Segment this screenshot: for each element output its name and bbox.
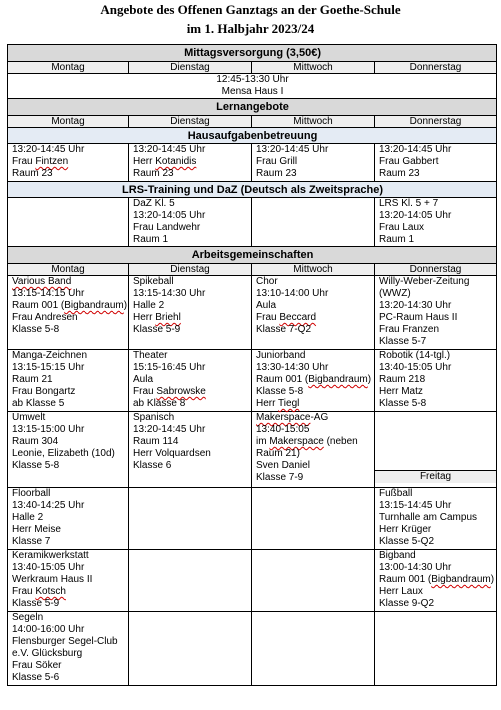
room-suffix: ) (123, 300, 128, 311)
class-text: Klasse 7-9 (256, 472, 304, 483)
class-text: ab Klasse 8 (133, 398, 186, 409)
mittag-cell (8, 74, 497, 99)
ag-fussball (375, 488, 497, 550)
empty-cell (252, 612, 375, 686)
ag-name: Willy-Weber-Zeitung (379, 276, 470, 287)
ag-name: Spikeball (133, 276, 174, 287)
person-prefix: Herr (133, 156, 156, 167)
person-text (12, 586, 125, 598)
room-prefix: Raum 001 ( (379, 574, 432, 585)
hausaufgaben-thursday (375, 144, 497, 182)
empty-cell (252, 488, 375, 550)
lrs-monday-empty (8, 198, 129, 247)
person-name: Kotsch (35, 586, 66, 597)
room-text: Werkraum Haus II (12, 574, 93, 585)
time-text: 13:15-14:30 Uhr (133, 288, 206, 299)
class-text: Klasse 7 (12, 536, 51, 547)
day-header-wednesday: Mittwoch (252, 116, 375, 128)
person-text: Frau Grill (256, 156, 298, 167)
empty-cell (129, 550, 252, 612)
ag-name: Floorball (12, 488, 51, 499)
empty-cell (252, 550, 375, 612)
class-text: Klasse 5-6 (12, 672, 60, 683)
person-text: Leonie, Elizabeth (10d) (12, 448, 115, 459)
ag-floorball (8, 488, 129, 550)
class-text: Klasse 5-8 (379, 398, 427, 409)
ag-makerspace (252, 412, 375, 488)
room-text: Raum 1 (133, 234, 169, 245)
schedule-table (7, 44, 497, 686)
day-header-tuesday: Dienstag (129, 264, 252, 276)
mittag-place: Mensa Haus I (221, 86, 284, 97)
day-header-wednesday: Mittwoch (252, 62, 375, 74)
ag-name (256, 412, 371, 424)
lrs-wednesday-empty (252, 198, 375, 247)
ag-name-text: Various Band (12, 276, 72, 287)
ag-theater (129, 350, 252, 412)
ag-name-suffix: -AG (310, 412, 329, 423)
room-text: Halle 2 (133, 300, 165, 311)
ag-umwelt (8, 412, 129, 488)
subsection-lrs-daz: LRS-Training und DaZ (Deutsch als Zweitsprache) (8, 182, 497, 198)
time-text: 13:20-14:05 Uhr (133, 210, 206, 221)
room-text: Raum 218 (379, 374, 426, 385)
class-text: Klasse 6 (133, 460, 172, 471)
person-text (256, 398, 371, 410)
time-text: 15:15-16:45 Uhr (133, 362, 206, 373)
empty-cell (375, 612, 497, 686)
class-text: Klasse 7-Q2 (256, 324, 312, 335)
person-name: Sabrowske (156, 386, 206, 397)
person-name: Kotanidis (155, 156, 197, 167)
empty-cell (129, 488, 252, 550)
mittag-time: 12:45-13:30 Uhr (216, 74, 289, 85)
class-text: Klasse 5-7 (379, 336, 427, 347)
room-text: Raum 23 (133, 168, 174, 179)
section-arbeitsgemeinschaften: Arbeitsgemeinschaften (8, 247, 497, 264)
time-text: 13:20-14:45 Uhr (379, 144, 452, 155)
person-prefix: Frau (133, 386, 157, 397)
ag-name: Segeln (12, 612, 44, 623)
person-text: Sven Daniel (256, 460, 310, 471)
ag-name: Manga-Zeichnen (12, 350, 88, 361)
person-text: Frau Landwehr (133, 222, 201, 233)
person-prefix: Frau (256, 312, 280, 323)
person-prefix: Herr (133, 312, 156, 323)
ag-spanisch (129, 412, 252, 488)
ag-name: Chor (256, 276, 278, 287)
time-text: 13:00-14:30 Uhr (379, 562, 452, 573)
ag-robotik (375, 350, 497, 412)
time-text: 13:10-14:00 Uhr (256, 288, 329, 299)
person-text: Herr Matz (379, 386, 423, 397)
time-text: 13:15-15:15 Uhr (12, 362, 85, 373)
person-text: Frau Bongartz (12, 386, 76, 397)
ag-name-line2: (WWZ) (379, 288, 411, 299)
room-text: Aula (256, 300, 277, 311)
class-text: Klasse 5-Q2 (379, 536, 435, 547)
ag-name: Robotik (14-tgl.) (379, 350, 451, 361)
time-text: 13:20-14:45 Uhr (133, 144, 206, 155)
class-text: Klasse 5-8 (12, 460, 60, 471)
document-subtitle: im 1. Halbjahr 2023/24 (186, 21, 315, 36)
time-text: 13:20-14:05 Uhr (379, 210, 452, 221)
time-text: 13:40-15:05 Uhr (12, 562, 85, 573)
class-text: ab Klasse 5 (12, 398, 65, 409)
room-suffix: ) (367, 374, 372, 385)
class-text: Klasse 5-8 (256, 386, 304, 397)
day-header-friday: Freitag (375, 470, 496, 483)
person-text: Frau Laux (379, 222, 425, 233)
class-text: LRS Kl. 5 + 7 (379, 198, 439, 209)
ag-name: Theater (133, 350, 168, 361)
person-text: Herr Krüger (379, 524, 432, 535)
hausaufgaben-wednesday (252, 144, 375, 182)
time-text: 13:40-15:05 (256, 424, 310, 435)
room-prefix: im (256, 436, 270, 447)
room-text: Halle 2 (12, 512, 44, 523)
person-name: Fintzen (35, 156, 69, 167)
room-text: Turnhalle am Campus (379, 512, 478, 523)
day-header-monday: Montag (8, 62, 129, 74)
ag-name: Umwelt (12, 412, 46, 423)
class-text: Klasse 5-9 (12, 598, 60, 609)
time-text: 14:00-16:00 Uhr (12, 624, 85, 635)
hausaufgaben-monday (8, 144, 129, 182)
ag-various-band (8, 276, 129, 350)
day-header-tuesday: Dienstag (129, 62, 252, 74)
lrs-thursday (375, 198, 497, 247)
room-suffix: ) (490, 574, 495, 585)
person-text (133, 312, 248, 324)
person-text: Herr Laux (379, 586, 423, 597)
person-name: Tiegl (278, 398, 300, 409)
time-text: 13:20-14:45 Uhr (256, 144, 329, 155)
room-text (256, 436, 371, 448)
ag-name-main: Makerspace (256, 412, 311, 423)
time-text: 13:15-15:00 Uhr (12, 424, 85, 435)
ag-chor (252, 276, 375, 350)
person-text: Frau Franzen (379, 324, 440, 335)
room-text: Raum 23 (379, 168, 420, 179)
room-suffix: (neben (323, 436, 358, 447)
person-text (256, 312, 371, 324)
empty-cell (129, 612, 252, 686)
ag-manga-zeichnen (8, 350, 129, 412)
ag-name: Fußball (379, 488, 413, 499)
friday-header-cell (375, 412, 497, 488)
person-name: Briehl (155, 312, 181, 323)
time-text: 13:15-14:45 Uhr (379, 500, 452, 511)
ag-keramikwerkstatt (8, 550, 129, 612)
day-header-thursday: Donnerstag (375, 116, 497, 128)
day-header-wednesday: Mittwoch (252, 264, 375, 276)
day-header-thursday: Donnerstag (375, 62, 497, 74)
person-text: Frau Andresen (12, 312, 78, 323)
room-text: PC-Raum Haus II (379, 312, 458, 323)
room-text: Raum 114 (133, 436, 179, 447)
person-text: Frau Gabbert (379, 156, 439, 167)
ag-name (12, 276, 125, 288)
room-text: Aula (133, 374, 154, 385)
day-header-monday: Montag (8, 116, 129, 128)
person-text (133, 386, 248, 398)
person-text (133, 156, 248, 168)
room-text (256, 374, 371, 386)
time-text: 13:40-15:05 Uhr (379, 362, 452, 373)
ag-bigband (375, 550, 497, 612)
person-prefix: Herr (256, 398, 279, 409)
person-text: Herr Volquardsen (133, 448, 211, 459)
person-text: Frau Söker (12, 660, 62, 671)
day-header-monday: Montag (8, 264, 129, 276)
section-lernangebote: Lernangebote (8, 99, 497, 116)
room-name: Bigbandraum (64, 300, 124, 311)
day-header-tuesday: Dienstag (129, 116, 252, 128)
ag-spikeball (129, 276, 252, 350)
time-text: 13:20-14:45 Uhr (133, 424, 206, 435)
room-prefix: Raum 001 ( (256, 374, 309, 385)
room-name: Bigbandraum (308, 374, 368, 385)
ag-willy-weber-zeitung (375, 276, 497, 350)
room-text-line2: e.V. Glücksburg (12, 648, 83, 659)
room-text: Raum 23 (256, 168, 297, 179)
room-text: Raum 21 (12, 374, 53, 385)
class-text: Klasse 5-8 (12, 324, 60, 335)
person-prefix: Frau (12, 586, 36, 597)
class-text: DaZ Kl. 5 (133, 198, 175, 209)
time-text: 13:40-14:25 Uhr (12, 500, 85, 511)
ag-name: Bigband (379, 550, 416, 561)
ag-name: Spanisch (133, 412, 175, 423)
room-text (379, 574, 493, 586)
document-title: Angebote des Offenen Ganztags an der Goethe-Schule (100, 2, 401, 17)
room-prefix: Raum 001 ( (12, 300, 65, 311)
room-text (12, 300, 128, 312)
room-text: Raum 23 (12, 168, 53, 179)
lrs-tuesday (129, 198, 252, 247)
time-text: 13:15-14:15 Uhr (12, 288, 85, 299)
hausaufgaben-tuesday (129, 144, 252, 182)
class-text: Klasse 5-9 (133, 324, 181, 335)
time-text: 13:20-14:30 Uhr (379, 300, 452, 311)
person-name: Beccard (279, 312, 317, 323)
room-text: Raum 304 (12, 436, 59, 447)
person-text: Herr Meise (12, 524, 61, 535)
ag-name: Keramikwerkstatt (12, 550, 89, 561)
room-text-line2: Raum 21) (256, 448, 300, 459)
room-name: Bigbandraum (431, 574, 491, 585)
person-prefix: Frau (12, 156, 36, 167)
room-text: Raum 1 (379, 234, 415, 245)
ag-segeln (8, 612, 129, 686)
ag-juniorband (252, 350, 375, 412)
person-text (12, 156, 125, 168)
ag-name: Juniorband (256, 350, 306, 361)
day-header-thursday: Donnerstag (375, 264, 497, 276)
room-name: Makerspace (269, 436, 324, 447)
section-mittagsversorgung: Mittagsversorgung (3,50€) (8, 45, 497, 62)
subsection-hausaufgaben: Hausaufgabenbetreuung (8, 128, 497, 144)
time-text: 13:20-14:45 Uhr (12, 144, 85, 155)
time-text: 13:30-14:30 Uhr (256, 362, 329, 373)
class-text: Klasse 9-Q2 (379, 598, 435, 609)
room-text: Flensburger Segel-Club (12, 636, 118, 647)
